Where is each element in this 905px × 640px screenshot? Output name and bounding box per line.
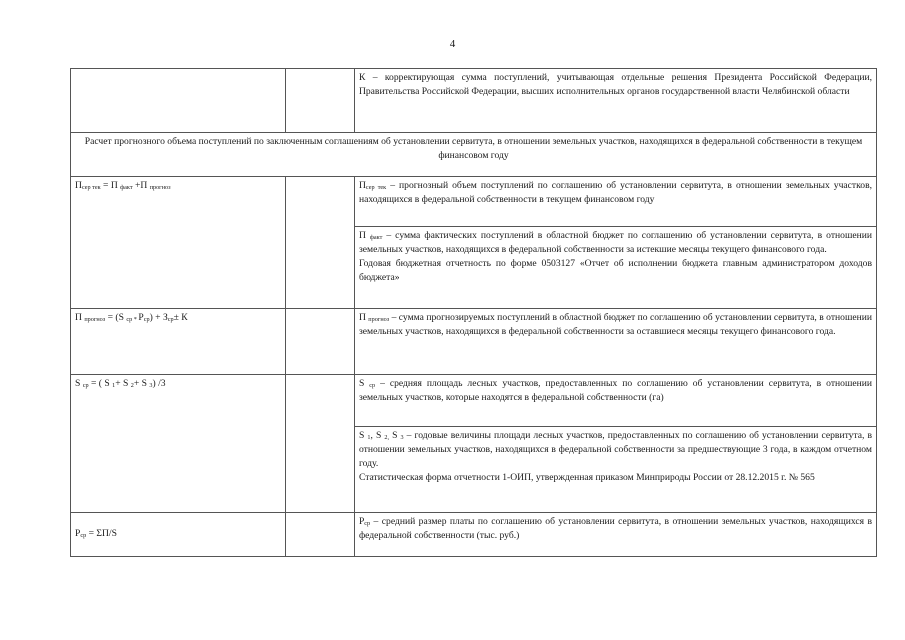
description-text: – годовые величины площади лесных участков, предоставленных по соглашению об установлении сервитута, в отношении земельных участков, находящихся в федеральной собственности за предшествующие 3 года, в каждом отчетном году. [358,430,873,469]
page-number: 4 [449,38,456,50]
symbol-subscript: ср [364,520,371,527]
source-text: Годовая бюджетная отчетность по форме 0503127 «Отчет об исполнении бюджета главным администратором доходов бюджета» [358,257,872,283]
symbol-subscript: 2, [384,434,389,441]
description-text: – прогнозный объем поступлений по соглашению об установлении сервитута, в отношении земельных участков, находящихся в федеральной собственности в текущем финансовом году [358,180,873,205]
table-cell-empty [286,513,355,557]
symbol: S [358,430,368,441]
table-row [71,69,877,133]
symbol: S [358,378,370,389]
formula-subscript: 1 [112,382,116,389]
formula-part: + S [115,378,131,389]
formula-part: = (S [105,312,127,323]
symbol-subscript: ср [369,382,376,389]
table-row [71,375,877,427]
description-cell [354,309,876,375]
formula-cell [71,177,286,309]
description-text: – сумма прогнозируемых поступлений в областной бюджет по соглашению об установлении сервитута, в отношении земельных участков, находящихся в федеральной собственности за оставшиеся месяцы текущего финансового года. [358,312,872,337]
formula-subscript: 3 [149,382,153,389]
description-text: К – корректирующая сумма поступлений, учитывающая отдельные решения Президента Российской Федерации, Правительства Российской Федерации, высших исполнительных органов государственной власти Челябинской области [358,72,872,97]
table-row [71,133,877,177]
description-cell [354,69,876,133]
description-cell [354,513,876,557]
symbol: П [358,180,366,191]
formula-part: ) + З [149,312,168,323]
formula-subscript: факт [120,184,133,191]
table-cell-empty [286,309,355,375]
formula-subscript: ср [82,382,89,389]
formula-part: П [75,180,82,191]
symbol: Р [358,516,365,527]
table-row [71,177,877,227]
description-cell [354,375,876,427]
formula-part: P [75,528,81,539]
formula-subscript: ср [143,316,150,323]
formula-subscript: ср * [126,316,139,323]
description-text: – средний размер платы по соглашению об установлении сервитута, в отношении земельных участков, находящихся в федеральной собственности (тыс. руб.) [358,516,872,541]
description-text: – средняя площадь лесных участков, предоставленных по соглашению об установлении сервитута, в отношении земельных участков, которые находятся в федеральной собственности (га) [358,378,873,403]
table-cell-empty [286,375,355,513]
formula-cell [71,309,286,375]
source-text: Статистическая форма отчетности 1-ОИП, утвержденная приказом Минприроды России от 28.12.2015 г. № 565 [358,471,815,483]
description-cell [354,227,876,309]
formula-part: = ΣП/S [86,528,117,539]
formula-table [70,68,877,557]
formula-subscript: прогноз [84,316,106,323]
formula-subscript: сер тек [81,184,101,191]
formula-part: S [75,378,83,389]
formula-part: ± К [173,312,188,323]
table-cell-empty [286,69,355,133]
formula-subscript: ср [80,532,87,539]
formula-part: = ( S [88,378,113,389]
table-row [71,513,877,557]
symbol-subscript: сер тек [365,184,387,191]
formula-subscript: прогноз [149,184,171,191]
formula-subscript: ср [167,316,174,323]
section-header [71,133,877,177]
table-row [71,309,877,375]
section-header-text: Расчет прогнозного объема поступлений по заключенным соглашениям об установлении сервитута, в отношении земельных участков, находящихся в федеральной собственности в текущем финансовом году [84,136,863,161]
symbol: S [389,430,401,441]
formula-part: = П [100,180,121,191]
table-cell-empty [286,177,355,309]
description-text: – сумма фактических поступлений в областной бюджет по соглашению об установлении сервитута, в отношении земельных участков, находящихся в федеральной собственности за истекшие месяцы текущего финансового года. [358,230,872,255]
formula-part: P [138,312,144,323]
formula-part: +П [132,180,150,191]
formula-cell [71,513,286,557]
formula-subscript: 2 [130,382,134,389]
formula-part: + S [133,378,150,389]
symbol-subscript: факт [369,234,383,241]
formula-part: П [75,312,85,323]
formula-part: ) /3 [152,378,166,389]
symbol: П [358,312,369,323]
symbol: , S [370,430,385,441]
table-cell-empty [71,69,286,133]
symbol-subscript: прогноз [368,316,390,323]
symbol-subscript: 3 [400,434,404,441]
symbol-subscript: 1 [367,434,371,441]
description-cell [354,427,876,513]
description-cell [354,177,876,227]
symbol: П [358,230,370,241]
formula-cell [71,375,286,513]
